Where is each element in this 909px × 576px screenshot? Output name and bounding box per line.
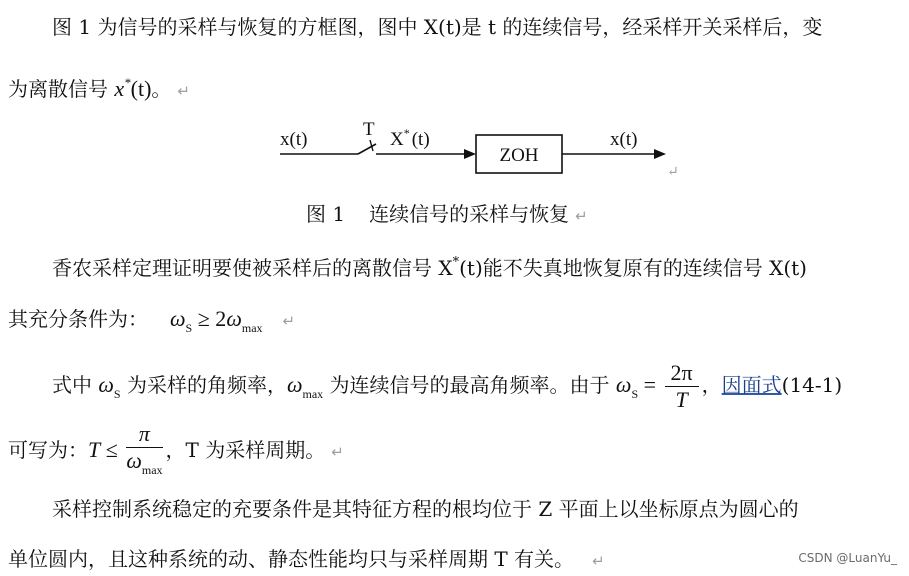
fraction-denominator: ω <box>126 448 142 473</box>
paragraph-3-text-a: 式中 <box>52 373 99 397</box>
sampling-period-inequality: T ≤ $\frac{\pi}{\omega_{max}}$ <box>88 437 166 462</box>
paragraph-2-text-a: 香农采样定理证明要使被采样后的离散信号 X <box>52 256 453 280</box>
diagram-return-icon: ↵ <box>667 164 679 180</box>
paragraph-5-text-b: 单位圆内，且这种系统的动、静态性能均只与采样周期 T 有关。 <box>8 547 575 571</box>
inequality-fraction: $\frac{\pi}{\omega_{max}}$ <box>126 421 163 477</box>
equation-reference-link[interactable]: 因面式 <box>721 373 782 397</box>
fraction-denominator: T <box>675 387 688 413</box>
paragraph-3-line-1 <box>52 360 909 419</box>
paragraph-2-text-b: (t)能不失真地恢复原有的连续信号 X(t) <box>459 256 807 280</box>
fraction-numerator: 2π <box>665 361 699 387</box>
paragraph-2-star: * <box>452 255 460 270</box>
sampling-frequency-symbol: $\omega_S$ <box>98 372 121 401</box>
paragraph-mark-icon: ↵ <box>575 207 588 225</box>
sampling-block-diagram <box>270 118 690 190</box>
formula-x: x <box>114 76 125 101</box>
paragraph-1-end: 。 <box>151 77 172 101</box>
paragraph-5-line-1 <box>52 496 909 522</box>
formula-star: * <box>124 75 131 90</box>
paragraph-4-text-b: ，T 为采样周期。 <box>165 438 326 463</box>
paragraph-mark-icon: ↵ <box>331 443 344 462</box>
paragraph-4-text-a: 可写为： <box>8 438 88 463</box>
paragraph-5-text-a: 采样控制系统稳定的充要条件是其特征方程的根均位于 Z 平面上以坐标原点为圆心的 <box>52 497 799 521</box>
zoh-label: ZOH <box>499 145 539 166</box>
paragraph-3-text-c: 为连续信号的最高角频率。由于 <box>323 373 616 397</box>
paragraph-1-text: 图 1 为信号的采样与恢复的方框图，图中 X(t)是 t 的连续信号，经采样开关采样后，变 <box>52 15 823 39</box>
sampling-frequency-equation: $\omega_S$ = $\frac{2\pi}{T}$ <box>616 372 702 397</box>
paragraph-3-text-e: (14-1) <box>781 373 843 397</box>
input-signal-label: x(t) <box>280 129 308 150</box>
output-signal-label: x(t) <box>610 129 638 150</box>
figure-title: 连续信号的采样与恢复 <box>369 202 570 226</box>
figure-caption <box>306 198 588 227</box>
arrow-head-to-zoh <box>464 149 476 159</box>
csdn-watermark: CSDN @LuanYu_ <box>798 551 897 565</box>
paragraph-mark-icon: ↵ <box>282 312 296 330</box>
paragraph-3-text-d: ， <box>701 373 722 397</box>
sampling-condition-formula: $\omega_S \ge 2\omega_{max}$ <box>170 306 263 335</box>
paragraph-2-line-2 <box>8 306 909 341</box>
paragraph-mark-icon: ↵ <box>592 552 605 570</box>
max-frequency-symbol: $\omega_{max}$ <box>286 372 324 401</box>
paragraph-4-line <box>8 422 909 482</box>
paragraph-mark-icon: ↵ <box>177 82 190 100</box>
arrow-head-output <box>654 149 666 159</box>
discrete-signal-formula <box>114 76 151 101</box>
figure-number: 图 1 <box>306 202 346 226</box>
sampled-signal-label: X* (t) <box>390 126 430 150</box>
sampling-switch <box>358 144 376 154</box>
paragraph-3-text-b: 为采样的角频率， <box>120 373 287 397</box>
paragraph-1-line-2 <box>8 70 909 104</box>
switch-period-label: T <box>363 119 375 140</box>
paragraph-1-text-2: 为离散信号 <box>8 77 115 101</box>
paragraph-1-line-1 <box>52 14 909 40</box>
paragraph-5-line-2 <box>8 546 909 574</box>
fraction-numerator: π <box>126 422 162 448</box>
paragraph-2-line-1 <box>52 250 909 281</box>
formula-arg: (t) <box>130 76 152 101</box>
equation-fraction <box>665 361 699 412</box>
paragraph-2-text-c: 其充分条件为： <box>8 307 148 331</box>
